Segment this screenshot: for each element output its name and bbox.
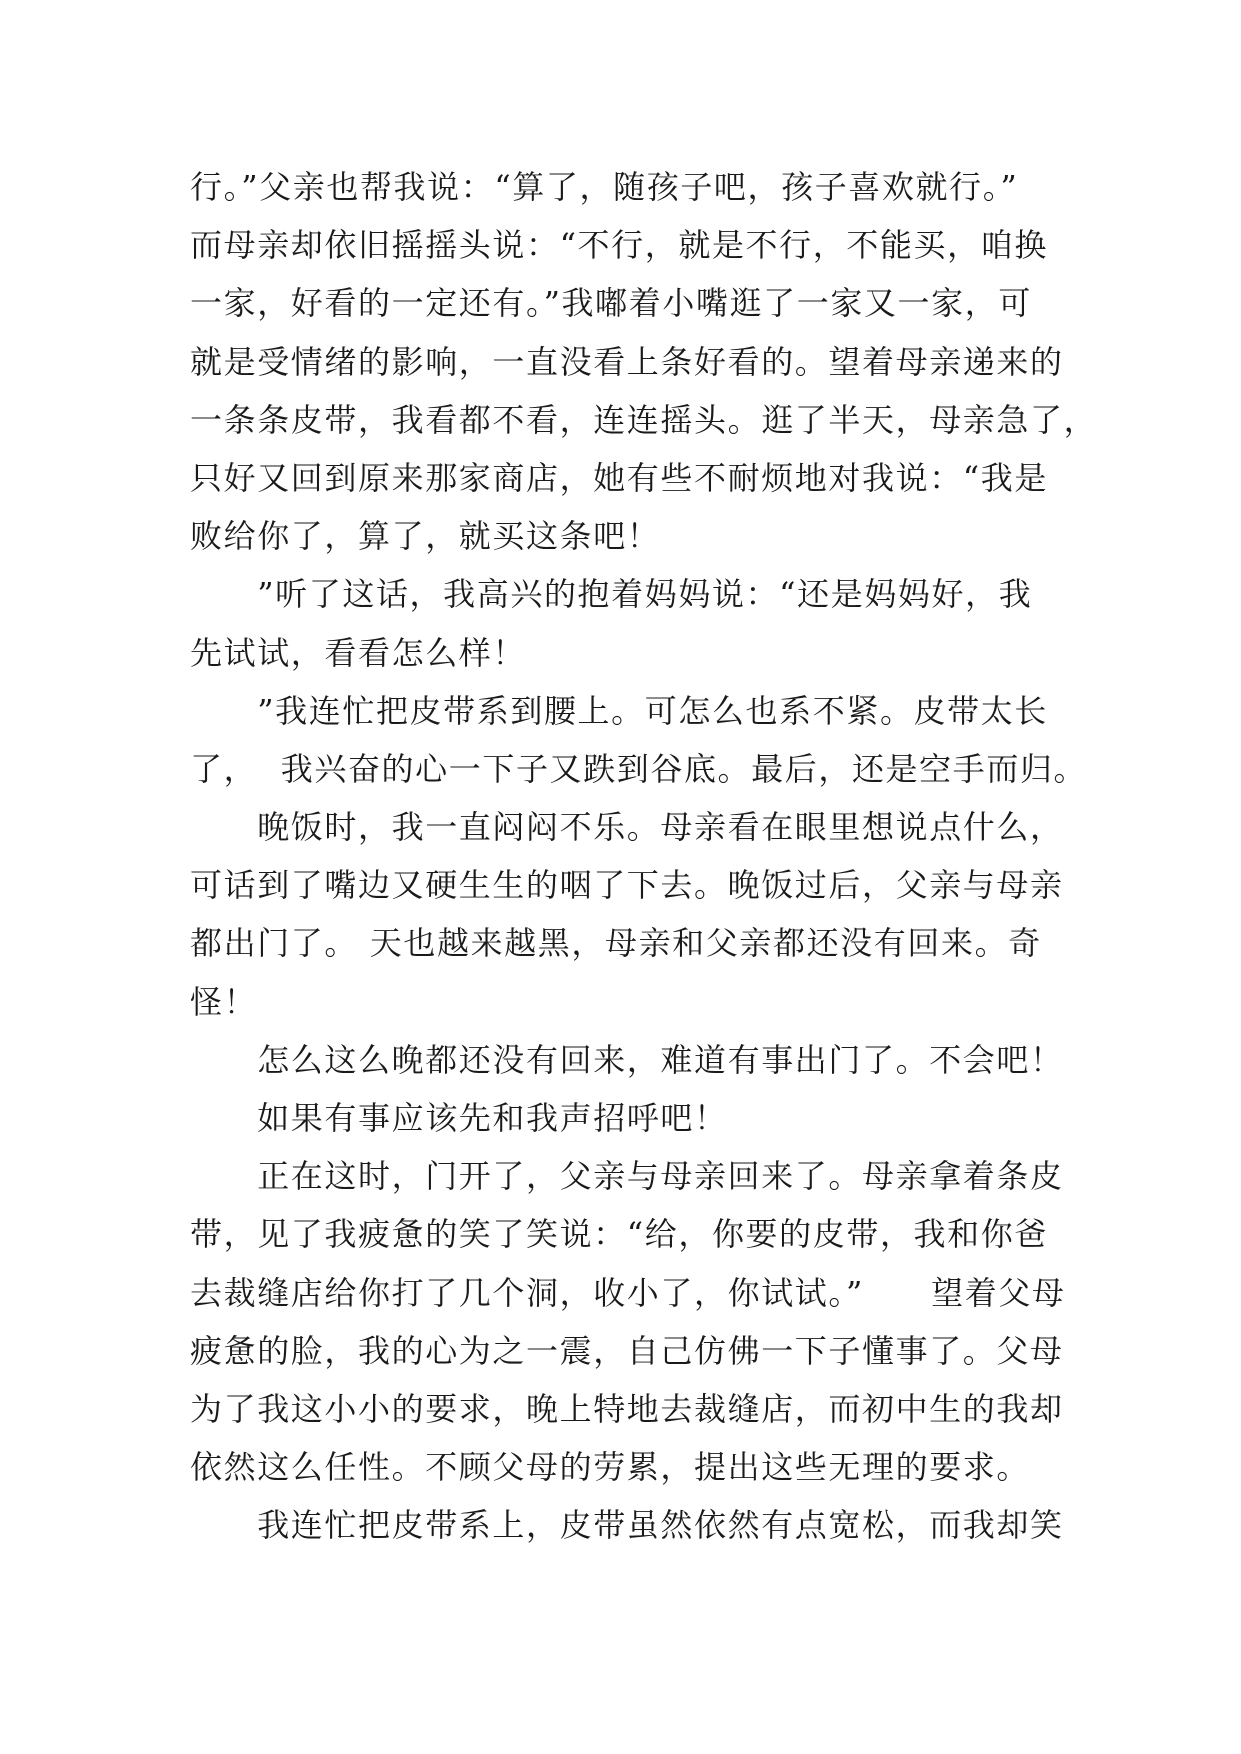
text-line: 行。”父亲也帮我说：“算了，随孩子吧，孩子喜欢就行。” — [190, 168, 1019, 206]
text-line: 只好又回到原来那家商店，她有些不耐烦地对我说：“我是 — [190, 458, 1048, 497]
text-line: 先试试，看看怎么样！ — [190, 633, 527, 672]
text-line: 可话到了嘴边又硬生生的咽了下去。晚饭过后，父亲与母亲 — [190, 866, 1064, 905]
text-line: 就是受情绪的影响，一直没看上条好看的。望着母亲递来的 — [190, 342, 1064, 381]
essay-body — [190, 158, 1098, 1555]
text-line: 怎么这么晚都还没有回来，难道有事出门了。不会吧！ — [190, 1040, 1064, 1079]
text-line: 晚饭时，我一直闷闷不乐。母亲看在眼里想说点什么， — [190, 808, 1064, 847]
text-line: 去裁缝店给你打了几个洞，收小了，你试试。” 望着父母 — [190, 1273, 1066, 1312]
text-line: 一条条皮带，我看都不看，连连摇头。逛了半天，母亲急了， — [190, 400, 1098, 439]
text-line: 为了我这小小的要求，晚上特地去裁缝店，而初中生的我却 — [190, 1389, 1064, 1428]
text-line: 我连忙把皮带系上，皮带虽然依然有点宽松，而我却笑 — [190, 1506, 1064, 1545]
text-line: 依然这么任性。不顾父母的劳累，提出这些无理的要求。 — [190, 1448, 1031, 1487]
text-line: 正在这时，门开了，父亲与母亲回来了。母亲拿着条皮 — [190, 1157, 1064, 1196]
text-line: ”听了这话，我高兴的抱着妈妈说：“还是妈妈好，我 — [190, 575, 1033, 614]
text-line: 都出门了。 天也越来越黑，母亲和父亲都还没有回来。奇 — [190, 924, 1042, 963]
text-line: 疲惫的脸，我的心为之一震，自己仿佛一下子懂事了。父母 — [190, 1331, 1064, 1370]
text-line: ”我连忙把皮带系到腰上。可怎么也系不紧。皮带太长 — [190, 691, 1048, 730]
text-line: 一家，好看的一定还有。”我嘟着小嘴逛了一家又一家，可 — [190, 284, 1032, 323]
text-line: 带，见了我疲惫的笑了笑说：“给，你要的皮带，我和你爸 — [190, 1215, 1048, 1254]
text-line: 而母亲却依旧摇摇头说：“不行，就是不行，不能买，咱换 — [190, 226, 1048, 265]
text-line: 败给你了，算了，就买这条吧！ — [190, 517, 661, 556]
text-line: 如果有事应该先和我声招呼吧！ — [190, 1099, 728, 1137]
text-line: 了， 我兴奋的心一下子又跌到谷底。最后，还是空手而归。 — [190, 749, 1088, 788]
text-line: 怪！ — [190, 982, 258, 1021]
